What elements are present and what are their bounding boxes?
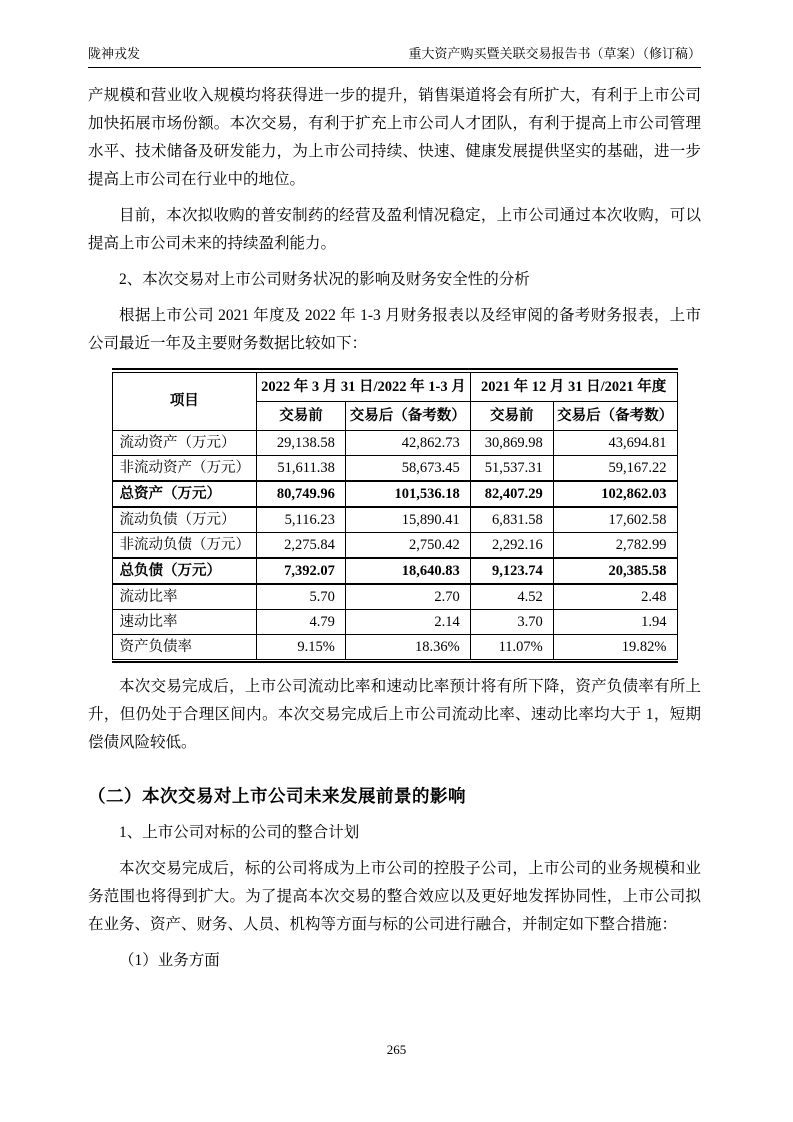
cell-value: 19.82% <box>553 634 677 659</box>
cell-value: 7,392.07 <box>257 558 346 584</box>
cell-value: 2,782.99 <box>553 532 677 558</box>
cell-value: 1.94 <box>553 609 677 634</box>
column-header-after-2022: 交易后（备考数） <box>345 401 470 430</box>
table-row <box>112 609 677 634</box>
cell-value: 58,673.45 <box>345 455 470 481</box>
cell-value: 3.70 <box>470 609 553 634</box>
para-table-basis: 根据上市公司 2021 年度及 2022 年 1-3 月财务报表以及经审阅的备考财务报表，上市公司最近一年及主要财务数据比较如下： <box>88 307 701 352</box>
cell-value: 51,537.31 <box>470 455 553 481</box>
cell-value: 20,385.58 <box>553 558 677 584</box>
cell-value: 15,890.41 <box>345 507 470 533</box>
financial-comparison-table <box>112 372 678 660</box>
cell-value: 102,862.03 <box>553 481 677 507</box>
sub-heading-integration-plan: 1、上市公司对标的公司的整合计划 <box>119 824 360 841</box>
column-header-before-2022: 交易前 <box>257 401 346 430</box>
para-continuation: 产规模和营业收入规模均将获得进一步的提升，销售渠道将会有所扩大，有利于上市公司加快拓展市场份额。本次交易，有利于扩充上市公司人才团队，有利于提高上市公司管理水平、技术储备及研发能力，为上市公司持续、快速、健康发展提供坚实的基础，进一步提高上市公司在行业中的地位。 <box>88 87 701 188</box>
cell-value: 42,862.73 <box>345 430 470 455</box>
financial-table-body <box>112 430 677 659</box>
section-heading-future-prospects: （二）本次交易对上市公司未来发展前景的影响 <box>88 786 466 806</box>
table-header <box>112 372 677 430</box>
running-header <box>88 46 701 68</box>
table-row <box>112 507 677 533</box>
cell-value: 101,536.18 <box>345 481 470 507</box>
row-label: 流动资产（万元） <box>112 430 257 455</box>
table-row <box>112 558 677 584</box>
cell-value: 80,749.96 <box>257 481 346 507</box>
row-label: 资产负债率 <box>112 634 257 659</box>
header-company-name: 陇神戎发 <box>88 46 141 61</box>
page-number: 265 <box>386 1042 407 1057</box>
cell-value: 30,869.98 <box>470 430 553 455</box>
row-label: 总负债（万元） <box>112 558 257 584</box>
para-integration-measures: 本次交易完成后，标的公司将成为上市公司的控股子公司，上市公司的业务规模和业务范围也将得到扩大。为了提高本次交易的整合效应以及更好地发挥协同性，上市公司拟在业务、资产、财务、人员、机构等方面与标的公司进行融合，并制定如下整合措施： <box>88 860 701 933</box>
document-body <box>88 82 701 975</box>
table-row <box>112 430 677 455</box>
sub-heading-financial-impact: 2、本次交易对上市公司财务状况的影响及财务安全性的分析 <box>119 271 530 288</box>
cell-value: 6,831.58 <box>470 507 553 533</box>
column-header-period-2021: 2021 年 12 月 31 日/2021 年度 <box>470 372 677 401</box>
cell-value: 59,167.22 <box>553 455 677 481</box>
para-business-aspect: （1）业务方面 <box>119 952 220 969</box>
column-header-period-2022: 2022 年 3 月 31 日/2022 年 1-3 月 <box>257 372 471 401</box>
cell-value: 9.15% <box>257 634 346 659</box>
table-row <box>112 455 677 481</box>
cell-value: 5.70 <box>257 584 346 610</box>
cell-value: 2,292.16 <box>470 532 553 558</box>
cell-value: 43,694.81 <box>553 430 677 455</box>
table-row <box>112 584 677 610</box>
row-label: 非流动负债（万元） <box>112 532 257 558</box>
row-label: 流动比率 <box>112 584 257 610</box>
cell-value: 2,750.42 <box>345 532 470 558</box>
para-current-situation: 目前，本次拟收购的普安制药的经营及盈利情况稳定，上市公司通过本次收购，可以提高上市公司未来的持续盈利能力。 <box>88 207 701 252</box>
table-row <box>112 634 677 659</box>
column-header-after-2021: 交易后（备考数） <box>553 401 677 430</box>
cell-value: 2.70 <box>345 584 470 610</box>
cell-value: 5,116.23 <box>257 507 346 533</box>
cell-value: 82,407.29 <box>470 481 553 507</box>
cell-value: 18.36% <box>345 634 470 659</box>
cell-value: 4.79 <box>257 609 346 634</box>
row-label: 流动负债（万元） <box>112 507 257 533</box>
cell-value: 9,123.74 <box>470 558 553 584</box>
row-label: 速动比率 <box>112 609 257 634</box>
cell-value: 4.52 <box>470 584 553 610</box>
column-header-item: 项目 <box>112 372 257 430</box>
para-ratio-analysis: 本次交易完成后，上市公司流动比率和速动比率预计将有所下降，资产负债率有所上升，但仍处于合理区间内。本次交易完成后上市公司流动比率、速动比率均大于 1，短期偿债风险较低。 <box>88 678 701 751</box>
header-doc-title: 重大资产购买暨关联交易报告书（草案）（修订稿） <box>408 46 701 61</box>
column-header-before-2021: 交易前 <box>470 401 553 430</box>
cell-value: 11.07% <box>470 634 553 659</box>
cell-value: 51,611.38 <box>257 455 346 481</box>
cell-value: 2.48 <box>553 584 677 610</box>
financial-comparison-table-frame <box>112 368 678 663</box>
row-label: 总资产（万元） <box>112 481 257 507</box>
row-label: 非流动资产（万元） <box>112 455 257 481</box>
cell-value: 2,275.84 <box>257 532 346 558</box>
cell-value: 17,602.58 <box>553 507 677 533</box>
cell-value: 29,138.58 <box>257 430 346 455</box>
cell-value: 2.14 <box>345 609 470 634</box>
table-row <box>112 481 677 507</box>
table-row <box>112 532 677 558</box>
cell-value: 18,640.83 <box>345 558 470 584</box>
